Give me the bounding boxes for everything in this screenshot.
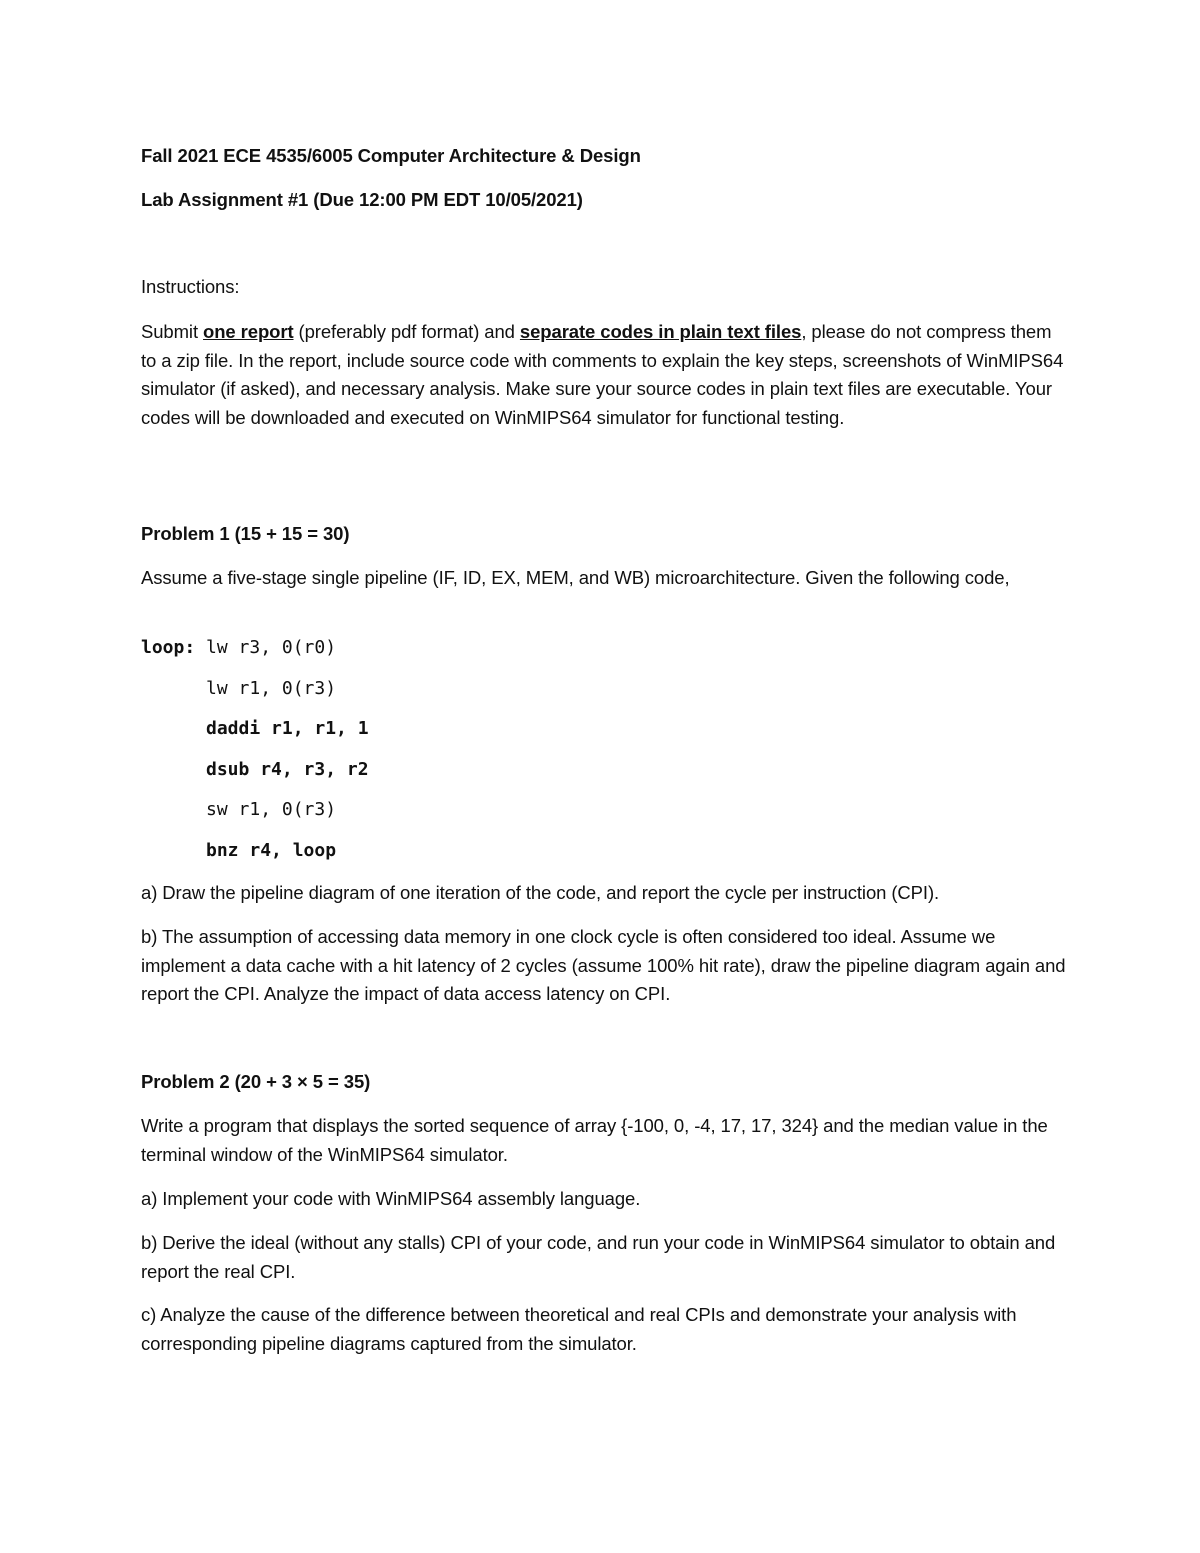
code-line-6: bnz r4, loop [206, 840, 337, 861]
instructions-paragraph [141, 318, 1066, 432]
one-report-emphasis: one report [203, 321, 294, 342]
document-title: Fall 2021 ECE 4535/6005 Computer Architecture & Design [141, 145, 641, 166]
code-line-2: lw r1, 0(r3) [206, 678, 337, 699]
instructions-text-middle: (preferably pdf format) and [293, 321, 520, 342]
problem2-part-a: a) Implement your code with WinMIPS64 assembly language. [141, 1188, 641, 1209]
code-line-1: lw r3, 0(r0) [206, 637, 337, 658]
instructions-text-start: Submit [141, 321, 204, 342]
problem2-part-b: b) Derive the ideal (without any stalls) CPI of your code, and run your code in WinMIPS64 simulator to obtain and report the real CPI. [141, 1232, 1056, 1282]
instructions-text-end: , please do not compress them to a zip file. In the report, include source code with comments to explain the key steps, screenshots of WinMIPS64 simulator (if asked), and necessary analysis. Make sure your source codes in plain text files are executable. Your codes will be downloaded and executed on WinMIPS64 simulator for functional testing. [141, 321, 1064, 428]
problem2-intro: Write a program that displays the sorted sequence of array {-100, 0, -4, 17, 17, 324} and the median value in the terminal window of the WinMIPS64 simulator. [141, 1115, 1048, 1165]
problem1-intro: Assume a five-stage single pipeline (IF, ID, EX, MEM, and WB) microarchitecture. Given the following code, [141, 567, 1010, 588]
problem1-part-b: b) The assumption of accessing data memory in one clock cycle is often considered too ideal. Assume we implement a data cache with a hit latency of 2 cycles (assume 100% hit rate), draw the pipeline diagram again and report the CPI. Analyze the impact of data access latency on CPI. [141, 926, 1066, 1005]
problem2-heading: Problem 2 (20 + 3 × 5 = 35) [141, 1071, 371, 1092]
document-subtitle: Lab Assignment #1 (Due 12:00 PM EDT 10/05/2021) [141, 189, 583, 210]
instructions-heading: Instructions: [141, 276, 240, 297]
code-line-4: dsub r4, r3, r2 [206, 759, 369, 780]
problem1-part-a: a) Draw the pipeline diagram of one iteration of the code, and report the cycle per instruction (CPI). [141, 882, 940, 903]
code-line-5: sw r1, 0(r3) [206, 799, 337, 820]
separate-codes-emphasis: separate codes in plain text files [519, 321, 802, 342]
problem1-heading: Problem 1 (15 + 15 = 30) [141, 523, 350, 544]
code-line-3: daddi r1, r1, 1 [206, 718, 369, 739]
code-label-loop: loop: [141, 637, 196, 658]
problem2-part-c: c) Analyze the cause of the difference between theoretical and real CPIs and demonstrate your analysis with corresponding pipeline diagrams captured from the simulator. [141, 1304, 1017, 1354]
